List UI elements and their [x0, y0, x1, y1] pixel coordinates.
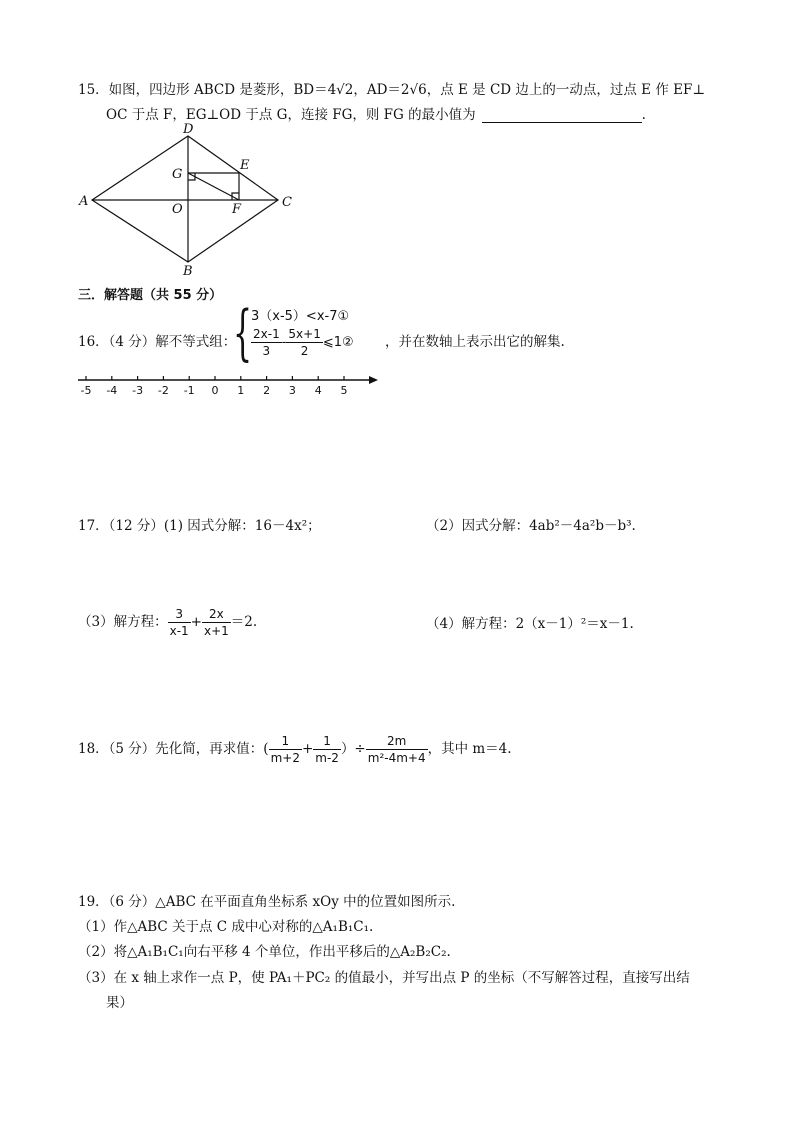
- q17-p3-f2-den: x+1: [203, 624, 229, 638]
- q18-div: ）÷: [340, 741, 366, 757]
- q17-part1: 17．（12 分）(1) 因式分解：16－4x²；: [78, 518, 321, 534]
- label-f: F: [232, 202, 242, 217]
- q18-f2-den: m-2: [315, 751, 339, 765]
- q17-p3-f2-num: 2x: [202, 606, 231, 623]
- number-line-tick-label: 2: [263, 384, 271, 397]
- q15-answer-blank: [482, 108, 642, 123]
- number-line-arrow-icon: [369, 376, 378, 384]
- q17-part3-frac2: [202, 606, 231, 639]
- section-3-title: 三．解答题（共 55 分）: [78, 288, 223, 303]
- q18-f3-num: 2m: [366, 733, 428, 750]
- q16-frac1-den: 3: [262, 344, 271, 358]
- q18-frac2: [313, 733, 341, 766]
- q17-part3-frac1: [168, 606, 191, 639]
- q16-brace: {: [233, 298, 253, 368]
- label-d: D: [183, 122, 194, 137]
- q17-p3-f1-num: 3: [168, 606, 191, 623]
- number-line-tick-label: 5: [340, 384, 348, 397]
- q15-line1: 15．如图，四边形 ABCD 是菱形，BD＝4√2，AD＝2√6，点 E 是 CD 边上的一动点，过点 E 作 EF⊥: [78, 82, 706, 98]
- number-line: [74, 370, 384, 400]
- q18-f1-den: m+2: [270, 751, 300, 765]
- q17-part3-prefix: （3）解方程：: [78, 614, 168, 630]
- number-line-tick-label: 0: [211, 384, 219, 397]
- q19-line1: 19．（6 分）△ABC 在平面直角坐标系 xOy 中的位置如图所示.: [78, 894, 456, 910]
- number-line-tick-label: -4: [106, 384, 118, 397]
- q19-line5: 果）: [106, 995, 133, 1011]
- q16-frac1-num: 2x-1: [253, 327, 280, 341]
- q18-suffix: ，其中 m＝4.: [427, 741, 512, 757]
- label-e: E: [240, 158, 250, 173]
- q18-frac1: [269, 733, 302, 766]
- label-b: B: [183, 264, 193, 279]
- q17-p3-f1-den: x-1: [169, 624, 189, 638]
- rhombus-figure: [74, 120, 304, 280]
- q19-line3: （2）将△A₁B₁C₁向右平移 4 个单位，作出平移后的△A₂B₂C₂.: [78, 944, 451, 960]
- number-line-tick-label: -2: [157, 384, 169, 397]
- segment-gf: [188, 173, 239, 200]
- q19-line2: （1）作△ABC 关于点 C 成中心对称的△A₁B₁C₁.: [78, 919, 374, 935]
- label-c: C: [282, 195, 292, 210]
- q18-frac3: [366, 733, 428, 766]
- q18: [78, 733, 512, 766]
- label-a: A: [79, 194, 89, 209]
- q18-f2-num: 1: [313, 733, 341, 750]
- number-line-tick-label: -3: [132, 384, 144, 397]
- q16-ineq1: 3（x-5）<x-7①: [251, 309, 350, 324]
- number-line-tick-label: 4: [314, 384, 322, 397]
- q15-line2-end: .: [641, 107, 646, 123]
- rhombus-abcd: [92, 136, 278, 262]
- q18-plus: +: [301, 741, 314, 757]
- q18-f1-num: 1: [269, 733, 302, 750]
- q18-prefix: 18．（5 分）先化简，再求值：(: [78, 741, 269, 757]
- q16-ineq2: [251, 326, 354, 359]
- q17-part3: [78, 606, 257, 639]
- q17-part4: （4）解方程：2（x－1）²＝x－1.: [426, 616, 634, 632]
- q16-frac2-num: 5x+1: [288, 327, 321, 341]
- number-line-tick-label: -1: [183, 384, 195, 397]
- q16-frac2: [286, 326, 322, 359]
- q15-line2-text: OC 于点 F，EG⊥OD 于点 G，连接 FG，则 FG 的最小值为: [106, 107, 476, 123]
- q16-prefix: 16．（4 分）解不等式组：: [78, 334, 237, 350]
- q16-frac2-den: 2: [300, 344, 309, 358]
- q17-part3-plus: +: [190, 614, 202, 630]
- q17-part3-tail: ＝2.: [230, 614, 258, 630]
- label-g: G: [172, 167, 183, 182]
- number-line-tick-label: 3: [288, 384, 296, 397]
- q16-ineq2-tail: ⩽1②: [322, 335, 354, 350]
- label-o: O: [172, 202, 183, 217]
- number-line-tick-label: -5: [80, 384, 92, 397]
- q19-line4: （3）在 x 轴上求作一点 P，使 PA₁＋PC₂ 的值最小，并写出点 P 的坐标（不写解答过程，直接写出结: [78, 970, 690, 986]
- q16-frac1: [251, 326, 282, 359]
- number-line-tick-label: 1: [237, 384, 245, 397]
- q16-suffix: ，并在数轴上表示出它的解集.: [385, 334, 565, 350]
- q16-minus: -: [281, 335, 287, 350]
- q17-part2: （2）因式分解：4ab²－4a²b－b³.: [426, 518, 636, 534]
- q18-f3-den: m²-4m+4: [367, 751, 426, 765]
